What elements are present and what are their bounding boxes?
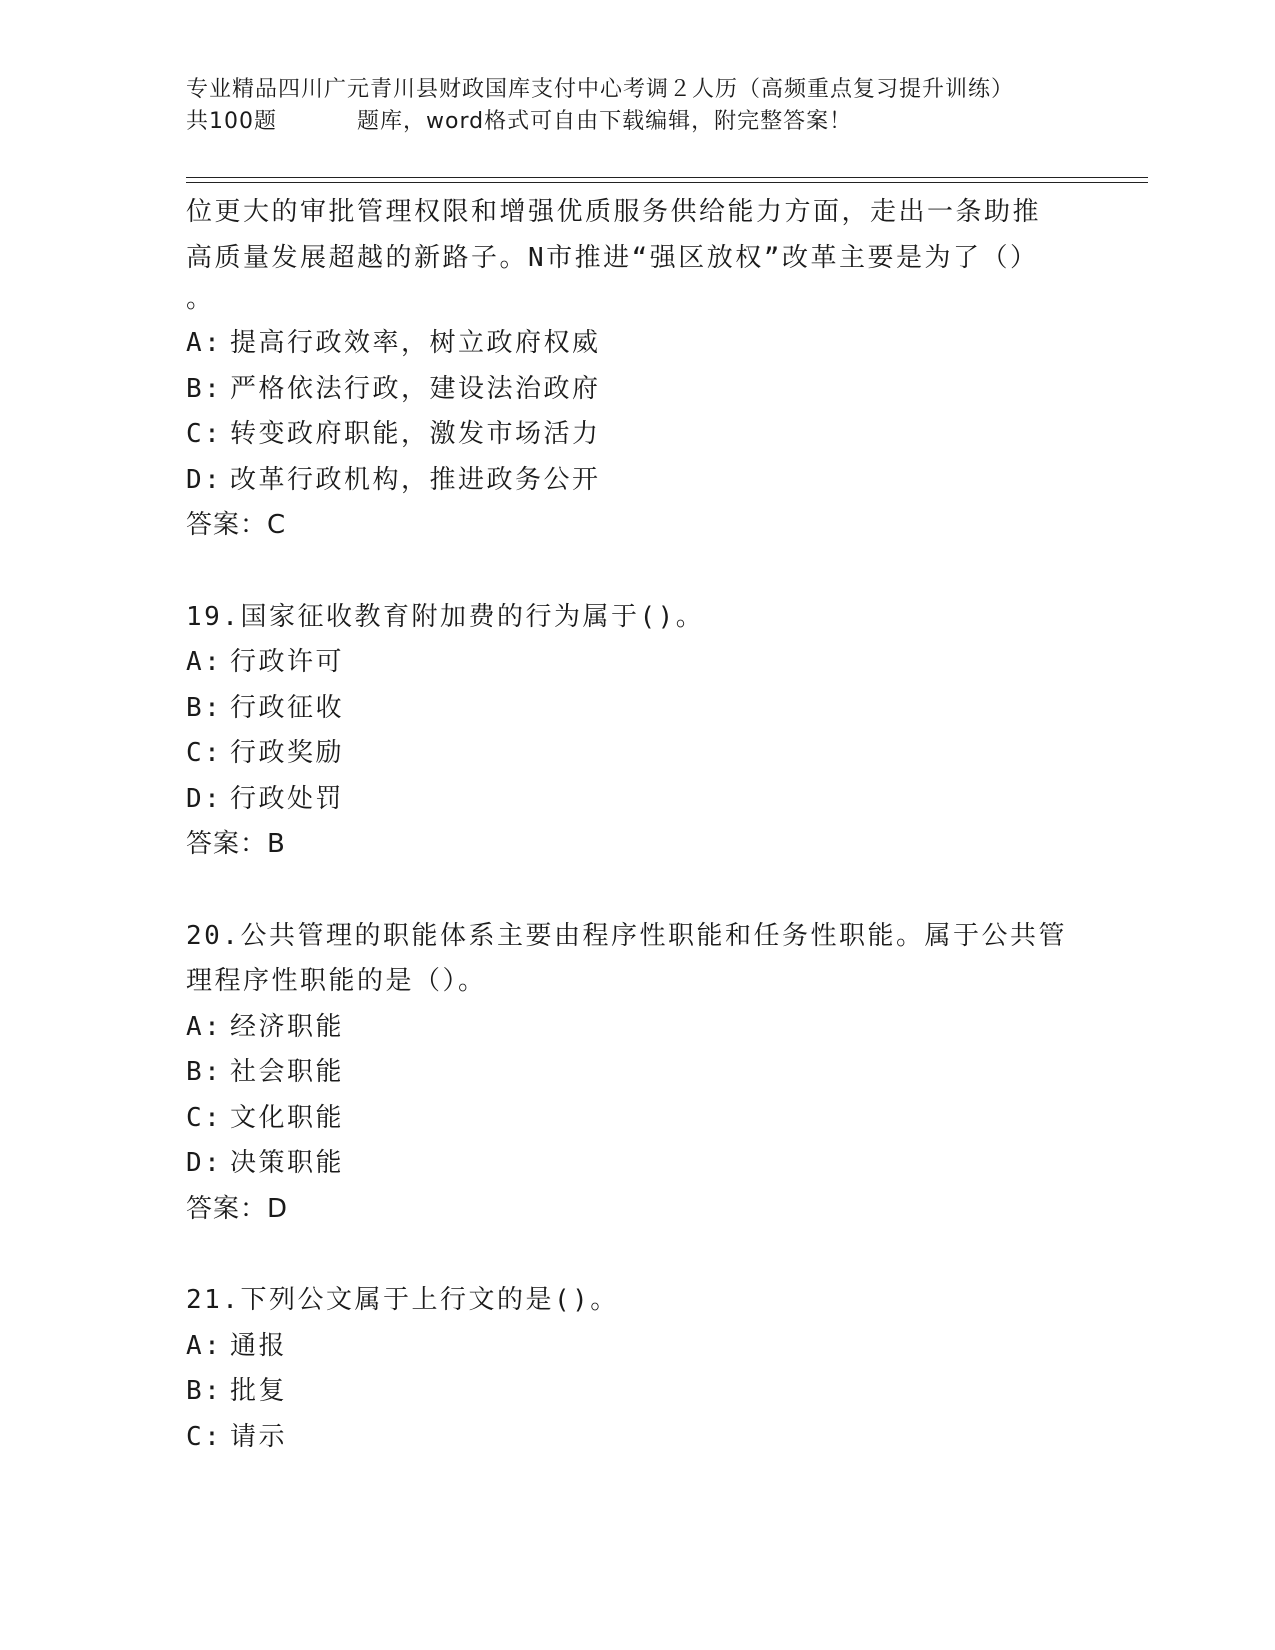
question-text-line: 20.公共管理的职能体系主要由程序性职能和任务性职能。属于公共管 <box>186 920 1067 951</box>
option-a <box>186 640 1086 686</box>
option-key: C: <box>186 1102 223 1133</box>
option-text: 严格依法行政，建设法治政府 <box>230 373 601 404</box>
option-a <box>186 1324 1086 1370</box>
header-format-note: 题库，word格式可自由下载编辑，附完整答案！ <box>357 109 853 134</box>
option-key: A: <box>186 1330 223 1361</box>
option-b <box>186 367 1086 413</box>
question-19 <box>186 595 1086 868</box>
question-21 <box>186 1278 1086 1460</box>
question-18 <box>186 190 1086 549</box>
option-text: 文化职能 <box>230 1102 345 1133</box>
option-d <box>186 458 1086 504</box>
document-header <box>186 74 1116 138</box>
answer-line: 答案：C <box>186 510 287 540</box>
option-text: 行政许可 <box>230 647 345 677</box>
question-text-line: 。 <box>186 284 215 314</box>
option-key: D: <box>186 464 223 495</box>
question-text-line: 高质量发展超越的新路子。N市推进“强区放权”改革主要是为了（） <box>186 242 1039 273</box>
option-text: 行政征收 <box>230 692 345 723</box>
header-subtitle-line <box>186 106 1116 138</box>
option-key: B: <box>186 1057 223 1087</box>
option-text: 改革行政机构，推进政务公开 <box>230 464 601 495</box>
option-key: B: <box>186 692 223 723</box>
option-text: 决策职能 <box>230 1148 345 1178</box>
option-key: C: <box>186 419 223 449</box>
option-c <box>186 1096 1086 1142</box>
header-divider-top <box>186 177 1148 178</box>
option-b <box>186 1369 1086 1415</box>
option-key: D: <box>186 1148 223 1178</box>
option-d <box>186 777 1086 823</box>
option-key: A: <box>186 328 223 358</box>
question-text-line: 19.国家征收教育附加费的行为属于()。 <box>186 601 705 632</box>
question-text-line: 位更大的审批管理权限和增强优质服务供给能力方面，走出一条助推 <box>186 197 1042 227</box>
option-text: 通报 <box>230 1330 288 1361</box>
option-text: 提高行政效率，树立政府权威 <box>230 328 601 358</box>
option-text: 请示 <box>230 1421 288 1452</box>
option-d <box>186 1141 1086 1187</box>
option-key: A: <box>186 647 223 677</box>
question-text-line: 理程序性职能的是（）。 <box>186 966 487 996</box>
question-20 <box>186 914 1086 1233</box>
option-key: D: <box>186 783 223 814</box>
option-text: 社会职能 <box>230 1057 345 1087</box>
option-c <box>186 1415 1086 1461</box>
option-key: A: <box>186 1011 223 1042</box>
option-text: 行政处罚 <box>230 783 345 814</box>
option-text: 经济职能 <box>230 1011 345 1042</box>
question-content <box>186 190 1086 1460</box>
header-divider-bottom <box>186 182 1148 183</box>
header-title-line: 专业精品四川广元青川县财政国库支付中心考调２人历（高频重点复习提升训练） <box>186 77 1015 102</box>
option-c <box>186 412 1086 458</box>
option-text: 行政奖励 <box>230 738 345 768</box>
option-text: 批复 <box>230 1376 288 1406</box>
question-text-line: 21.下列公文属于上行文的是()。 <box>186 1285 619 1315</box>
answer-line: 答案：D <box>186 1193 289 1224</box>
option-b <box>186 1050 1086 1096</box>
option-key: B: <box>186 373 223 404</box>
option-key: C: <box>186 1421 223 1452</box>
option-a <box>186 1005 1086 1051</box>
option-c <box>186 731 1086 777</box>
header-question-count: 共100题 <box>186 109 277 134</box>
option-key: C: <box>186 738 223 768</box>
answer-line: 答案：B <box>186 829 286 859</box>
option-b <box>186 686 1086 732</box>
option-a <box>186 321 1086 367</box>
option-key: B: <box>186 1376 223 1406</box>
option-text: 转变政府职能，激发市场活力 <box>230 419 601 449</box>
